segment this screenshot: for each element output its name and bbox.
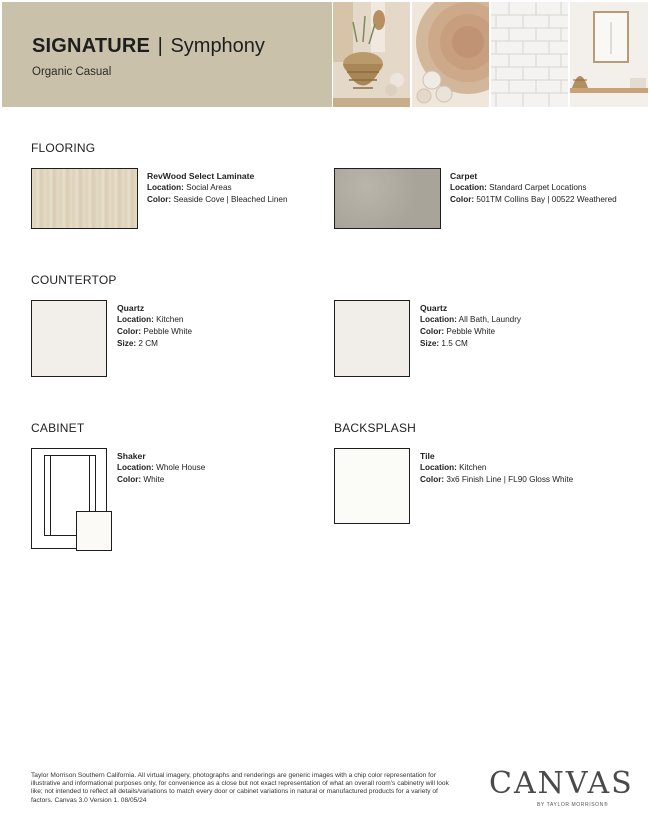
quartz-bath-color: Color: Pebble White [420,327,496,336]
carpet-details [450,170,625,206]
decor-photo-baskets [333,2,410,107]
carpet-location: Location: Standard Carpet Locations [450,183,587,192]
logo-byline: BY TAYLOR MORRISON® [537,802,609,808]
quartz-bath-name: Quartz [420,303,448,313]
carpet-name: Carpet [450,171,478,181]
title-separator: | [157,35,163,57]
quartz-kitchen-details [117,302,297,350]
shaker-location: Location: Whole House [117,463,206,472]
quartz-kitchen-size: Size: 2 CM [117,339,158,348]
laminate-color: Color: Seaside Cove | Bleached Linen [147,195,288,204]
framed-art-image [570,2,648,107]
section-title-countertop: COUNTERTOP [31,273,117,287]
collection-title [32,35,265,58]
quartz-kitchen-color: Color: Pebble White [117,327,193,336]
header-band [2,2,332,107]
cabinet-color-chip [76,511,112,551]
quartz-bath-size: Size: 1.5 CM [420,339,468,348]
style-tagline: Organic Casual [32,66,112,78]
canvas-logo [489,766,634,810]
laminate-location: Location: Social Areas [147,183,232,192]
laminate-details [147,170,327,206]
section-title-cabinet: CABINET [31,421,85,435]
tile-location: Location: Kitchen [420,463,487,472]
logo-wordmark: CANVAS [489,766,634,801]
carpet-swatch [334,168,441,229]
shaker-color: Color: White [117,475,165,484]
shaker-details [117,450,297,486]
decor-photo-woven-bowl [412,2,489,107]
brick-wall-image [491,2,568,107]
shaker-name: Shaker [117,451,146,461]
section-title-flooring: FLOORING [31,141,96,155]
decor-photo-white-brick [491,2,568,107]
laminate-name: RevWood Select Laminate [147,171,255,181]
decor-photo-frame-shelf [570,2,648,107]
quartz-bath-details [420,302,620,350]
tile-details [420,450,630,486]
quartz-bath-swatch [334,300,410,377]
quartz-kitchen-swatch [31,300,107,377]
carpet-color: Color: 501TM Collins Bay | 00522 Weathered [450,195,617,204]
tile-swatch [334,448,410,524]
laminate-swatch [31,168,138,229]
collection-name: Symphony [170,35,265,57]
quartz-kitchen-location: Location: Kitchen [117,315,184,324]
quartz-kitchen-name: Quartz [117,303,145,313]
legal-disclaimer: Taylor Morrison Southern California. All virtual imagery, photographs and renderings are generic images with a chip color representation for illustrative and informational purposes only, for convenience as a close but not exact representation of what an overall room's cabinetry will look like; not intended to reflect all details/variations to match every door or cabinet variations in natural or manufactured products for a variety of factors. Canvas 3.0 Version 1. 08/05/24 [31,772,449,804]
tile-name: Tile [420,451,435,461]
cabinet-stile-left [45,456,51,535]
quartz-bath-location: Location: All Bath, Laundry [420,315,522,324]
brand-name: SIGNATURE [32,35,151,57]
header [2,2,648,107]
tile-color: Color: 3x6 Finish Line | FL90 Gloss White [420,475,574,484]
section-title-backsplash: BACKSPLASH [334,421,417,435]
cabinet-drawing [31,448,107,549]
woven-bowl-image [412,2,489,107]
baskets-image [333,2,410,107]
